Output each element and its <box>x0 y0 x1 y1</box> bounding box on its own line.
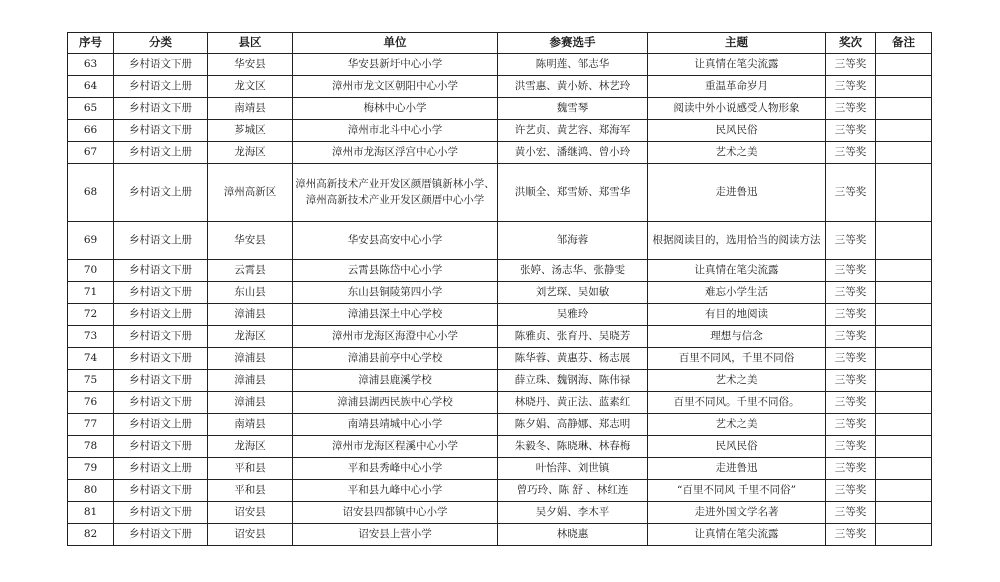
cell-award: 三等奖 <box>826 326 876 348</box>
cell-unit: 漳浦县鹿溪学校 <box>293 370 498 392</box>
cell-category: 乡村语文上册 <box>114 164 208 222</box>
header-award: 奖次 <box>826 33 876 54</box>
cell-theme: 根据阅读目的，选用恰当的阅读方法 <box>648 222 826 260</box>
table-row <box>68 392 932 414</box>
cell-players: 叶怡萍、刘世镇 <box>498 458 648 480</box>
table-row <box>68 304 932 326</box>
table-row <box>68 370 932 392</box>
cell-county: 龙海区 <box>208 326 293 348</box>
cell-county: 云霄县 <box>208 260 293 282</box>
award-table <box>67 32 932 546</box>
cell-theme: 艺术之美 <box>648 142 826 164</box>
cell-no: 65 <box>68 98 114 120</box>
cell-no: 70 <box>68 260 114 282</box>
cell-theme: 阅读中外小说感受人物形象 <box>648 98 826 120</box>
cell-note <box>876 502 932 524</box>
cell-category: 乡村语文上册 <box>114 414 208 436</box>
cell-no: 69 <box>68 222 114 260</box>
cell-unit: 漳州市北斗中心小学 <box>293 120 498 142</box>
cell-players: 陈雅贞、张育丹、吴晓芳 <box>498 326 648 348</box>
cell-county: 龙海区 <box>208 142 293 164</box>
cell-county: 华安县 <box>208 54 293 76</box>
cell-county: 南靖县 <box>208 414 293 436</box>
cell-note <box>876 76 932 98</box>
cell-note <box>876 222 932 260</box>
cell-county: 龙文区 <box>208 76 293 98</box>
cell-note <box>876 458 932 480</box>
cell-category: 乡村语文下册 <box>114 282 208 304</box>
header-county: 县区 <box>208 33 293 54</box>
cell-no: 79 <box>68 458 114 480</box>
cell-no: 75 <box>68 370 114 392</box>
cell-award: 三等奖 <box>826 414 876 436</box>
cell-no: 68 <box>68 164 114 222</box>
cell-note <box>876 260 932 282</box>
cell-award: 三等奖 <box>826 392 876 414</box>
cell-note <box>876 282 932 304</box>
cell-theme: 走进鲁迅 <box>648 164 826 222</box>
table-row <box>68 222 932 260</box>
cell-county: 诏安县 <box>208 502 293 524</box>
cell-county: 漳浦县 <box>208 304 293 326</box>
cell-award: 三等奖 <box>826 436 876 458</box>
cell-category: 乡村语文上册 <box>114 76 208 98</box>
cell-award: 三等奖 <box>826 76 876 98</box>
cell-award: 三等奖 <box>826 260 876 282</box>
cell-award: 三等奖 <box>826 98 876 120</box>
cell-award: 三等奖 <box>826 458 876 480</box>
cell-note <box>876 370 932 392</box>
cell-category: 乡村语文下册 <box>114 370 208 392</box>
cell-category: 乡村语文下册 <box>114 120 208 142</box>
cell-note <box>876 304 932 326</box>
cell-theme: 理想与信念 <box>648 326 826 348</box>
cell-category: 乡村语文上册 <box>114 222 208 260</box>
cell-no: 71 <box>68 282 114 304</box>
cell-award: 三等奖 <box>826 164 876 222</box>
cell-county: 华安县 <box>208 222 293 260</box>
cell-unit: 漳浦县深土中心学校 <box>293 304 498 326</box>
cell-no: 81 <box>68 502 114 524</box>
header-row <box>68 33 932 54</box>
cell-award: 三等奖 <box>826 54 876 76</box>
header-unit: 单位 <box>293 33 498 54</box>
cell-category: 乡村语文上册 <box>114 304 208 326</box>
cell-category: 乡村语文下册 <box>114 502 208 524</box>
cell-no: 72 <box>68 304 114 326</box>
cell-note <box>876 326 932 348</box>
cell-theme: 艺术之美 <box>648 370 826 392</box>
table-row <box>68 480 932 502</box>
cell-unit: 华安县高安中心小学 <box>293 222 498 260</box>
table-row <box>68 260 932 282</box>
cell-unit: 梅林中心小学 <box>293 98 498 120</box>
cell-category: 乡村语文下册 <box>114 348 208 370</box>
cell-award: 三等奖 <box>826 370 876 392</box>
cell-players: 洪顺全、郑雪娇、郑雪华 <box>498 164 648 222</box>
cell-category: 乡村语文下册 <box>114 98 208 120</box>
cell-category: 乡村语文下册 <box>114 326 208 348</box>
cell-note <box>876 120 932 142</box>
cell-note <box>876 436 932 458</box>
cell-theme: 艺术之美 <box>648 414 826 436</box>
cell-theme: 让真情在笔尖流露 <box>648 260 826 282</box>
table-row <box>68 436 932 458</box>
cell-players: 魏雪琴 <box>498 98 648 120</box>
cell-no: 64 <box>68 76 114 98</box>
cell-theme: 百里不同风，千里不同俗 <box>648 348 826 370</box>
cell-theme: 有目的地阅读 <box>648 304 826 326</box>
cell-theme: 民风民俗 <box>648 120 826 142</box>
cell-no: 67 <box>68 142 114 164</box>
cell-unit: 平和县秀峰中心小学 <box>293 458 498 480</box>
table-row <box>68 524 932 546</box>
cell-category: 乡村语文下册 <box>114 524 208 546</box>
cell-players: 林晓丹、黄正法、蓝素红 <box>498 392 648 414</box>
cell-note <box>876 164 932 222</box>
cell-county: 诏安县 <box>208 524 293 546</box>
cell-players: 张婷、汤志华、张静雯 <box>498 260 648 282</box>
cell-county: 漳浦县 <box>208 370 293 392</box>
cell-unit: 漳州市龙文区朝阳中心小学 <box>293 76 498 98</box>
cell-no: 73 <box>68 326 114 348</box>
cell-note <box>876 54 932 76</box>
cell-unit: 华安县新圩中心小学 <box>293 54 498 76</box>
cell-category: 乡村语文下册 <box>114 480 208 502</box>
cell-award: 三等奖 <box>826 222 876 260</box>
cell-no: 78 <box>68 436 114 458</box>
table-row <box>68 326 932 348</box>
cell-county: 漳州高新区 <box>208 164 293 222</box>
cell-note <box>876 348 932 370</box>
cell-unit: 平和县九峰中心小学 <box>293 480 498 502</box>
cell-theme: 让真情在笔尖流露 <box>648 524 826 546</box>
cell-note <box>876 480 932 502</box>
cell-county: 龙海区 <box>208 436 293 458</box>
cell-unit: 云霄县陈岱中心小学 <box>293 260 498 282</box>
cell-award: 三等奖 <box>826 524 876 546</box>
cell-note <box>876 392 932 414</box>
cell-players: 吴雅玲 <box>498 304 648 326</box>
cell-unit: 诏安县四都镇中心小学 <box>293 502 498 524</box>
cell-award: 三等奖 <box>826 142 876 164</box>
cell-county: 漳浦县 <box>208 392 293 414</box>
cell-award: 三等奖 <box>826 348 876 370</box>
table-row <box>68 98 932 120</box>
cell-players: 吴夕娟、李木平 <box>498 502 648 524</box>
cell-county: 芗城区 <box>208 120 293 142</box>
cell-county: 平和县 <box>208 480 293 502</box>
cell-category: 乡村语文上册 <box>114 142 208 164</box>
cell-award: 三等奖 <box>826 120 876 142</box>
table-row <box>68 164 932 222</box>
cell-award: 三等奖 <box>826 304 876 326</box>
cell-award: 三等奖 <box>826 480 876 502</box>
cell-note <box>876 414 932 436</box>
cell-unit: 东山县铜陵第四小学 <box>293 282 498 304</box>
cell-county: 东山县 <box>208 282 293 304</box>
header-players: 参赛选手 <box>498 33 648 54</box>
cell-theme: 重温革命岁月 <box>648 76 826 98</box>
cell-no: 76 <box>68 392 114 414</box>
cell-note <box>876 524 932 546</box>
cell-players: 薛立珠、魏钢海、陈伟禄 <box>498 370 648 392</box>
header-note: 备注 <box>876 33 932 54</box>
cell-players: 陈夕娟、高静娜、郑志明 <box>498 414 648 436</box>
cell-unit: 漳州高新技术产业开发区颜厝镇新林小学、漳州高新技术产业开发区颜厝中心小学 <box>293 164 498 222</box>
cell-theme: 走进外国文学名著 <box>648 502 826 524</box>
header-no: 序号 <box>68 33 114 54</box>
cell-no: 77 <box>68 414 114 436</box>
header-theme: 主题 <box>648 33 826 54</box>
cell-unit: 诏安县上营小学 <box>293 524 498 546</box>
cell-theme: 难忘小学生活 <box>648 282 826 304</box>
cell-unit: 漳浦县湖西民族中心学校 <box>293 392 498 414</box>
cell-players: 黄小宏、潘继鸿、曾小玲 <box>498 142 648 164</box>
cell-no: 63 <box>68 54 114 76</box>
cell-award: 三等奖 <box>826 502 876 524</box>
cell-players: 曾巧玲、陈 舒 、林红连 <box>498 480 648 502</box>
header-category: 分类 <box>114 33 208 54</box>
table-row <box>68 458 932 480</box>
table-row <box>68 76 932 98</box>
table-row <box>68 348 932 370</box>
table-body <box>68 54 932 546</box>
cell-unit: 漳浦县前亭中心学校 <box>293 348 498 370</box>
cell-theme: 让真情在笔尖流露 <box>648 54 826 76</box>
cell-players: 刘艺琛、吴如敏 <box>498 282 648 304</box>
cell-players: 邹海蓉 <box>498 222 648 260</box>
cell-note <box>876 98 932 120</box>
cell-county: 平和县 <box>208 458 293 480</box>
cell-note <box>876 142 932 164</box>
cell-theme: 走进鲁迅 <box>648 458 826 480</box>
table-row <box>68 414 932 436</box>
cell-unit: 漳州市龙海区程溪中心小学 <box>293 436 498 458</box>
cell-theme: 民风民俗 <box>648 436 826 458</box>
cell-players: 陈明莲、邹志华 <box>498 54 648 76</box>
cell-category: 乡村语文上册 <box>114 458 208 480</box>
cell-no: 74 <box>68 348 114 370</box>
table-row <box>68 54 932 76</box>
cell-players: 林晓惠 <box>498 524 648 546</box>
cell-county: 南靖县 <box>208 98 293 120</box>
cell-players: 朱毅冬、陈晓琳、林春梅 <box>498 436 648 458</box>
table-row <box>68 120 932 142</box>
cell-no: 80 <box>68 480 114 502</box>
cell-unit: 南靖县靖城中心小学 <box>293 414 498 436</box>
cell-category: 乡村语文下册 <box>114 260 208 282</box>
cell-theme: 百里不同风。千里不同俗。 <box>648 392 826 414</box>
cell-unit: 漳州市龙海区海澄中心小学 <box>293 326 498 348</box>
cell-category: 乡村语文下册 <box>114 392 208 414</box>
cell-award: 三等奖 <box>826 282 876 304</box>
cell-category: 乡村语文下册 <box>114 436 208 458</box>
cell-players: 陈华蓉、黄惠芬、杨志展 <box>498 348 648 370</box>
cell-county: 漳浦县 <box>208 348 293 370</box>
cell-players: 洪雪惠、黄小娇、林艺玲 <box>498 76 648 98</box>
table-row <box>68 502 932 524</box>
cell-no: 82 <box>68 524 114 546</box>
cell-category: 乡村语文下册 <box>114 54 208 76</box>
cell-theme: “百里不同风 千里不同俗” <box>648 480 826 502</box>
cell-no: 66 <box>68 120 114 142</box>
cell-unit: 漳州市龙海区浮宫中心小学 <box>293 142 498 164</box>
table-row <box>68 282 932 304</box>
cell-players: 许艺贞、黄艺容、郑海军 <box>498 120 648 142</box>
table-row <box>68 142 932 164</box>
